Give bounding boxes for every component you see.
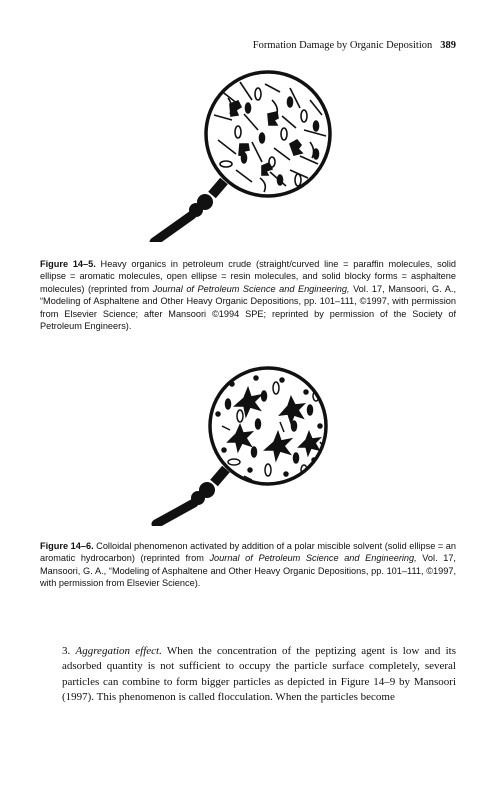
magnifier-handle (156, 469, 226, 524)
magnifier-handle (154, 181, 224, 242)
figure-14-5-caption-text-2: Vol. 17, Mansoori, G. A., “Modeling of Asphaltene and Other Heavy Organic Depositions, pp. 101–111, ©1997, with permission from Elsevier Science; after Mansoori ©1994 SPE; reprinted by permission of the Society of Petroleum Engineers). (40, 283, 456, 332)
figure-14-5-caption-text-1: Heavy organics in petroleum crude (straight/curved line = paraffin molecules, solid ellipse = aromatic molecules, open ellipse = resin molecules, and solid blocky forms = asphaltene molecules) (reprinted from (40, 259, 456, 294)
paragraph-text: When the concentration of the peptizing agent is low and its adsorbed quantity is not sufficient to occupy the particle surface completely, several particles can combine to form bigger particles as depicted in Figure 14–9 by Mansoori (1997). This phenomenon is called flocculation. When the particles become (62, 645, 457, 704)
figure-14-6-caption (40, 540, 456, 590)
figure-14-5-label: Figure 14–5. (40, 259, 96, 269)
figure-14-6-magnifier-illustration (140, 366, 360, 526)
figure-14-5-magnifier-illustration (140, 70, 360, 242)
running-title: Formation Damage by Organic Deposition (252, 40, 433, 51)
magnifier-lens (210, 368, 326, 484)
figure-14-6-label: Figure 14–6. (40, 541, 94, 551)
figure-14-5-caption (40, 258, 456, 332)
paragraph-number: 3. (62, 645, 76, 657)
figure-14-5-journal-title: Journal of Petroleum Science and Engineering, (152, 283, 350, 294)
running-header (190, 40, 456, 51)
figure-14-6-caption-text-2: Vol. 17, Mansoori, G. A., “Modeling of Asphaltene and Other Heavy Organic Depositions, pp. 101–111, ©1997, with permission from Elsevier Science). (40, 553, 456, 589)
magnifier-lens (206, 72, 330, 196)
figure-14-6-journal-title: Journal of Petroleum Science and Engineering, (209, 553, 417, 564)
body-paragraph-aggregation-effect (62, 644, 456, 706)
figure-14-6-caption-text-1: Colloidal phenomenon activated by addition of a polar miscible solvent (solid ellipse = an aromatic hydrocarbon) (reprinted from (40, 541, 456, 564)
page-number: 389 (440, 40, 456, 51)
paragraph-term: Aggregation effect. (75, 645, 162, 657)
